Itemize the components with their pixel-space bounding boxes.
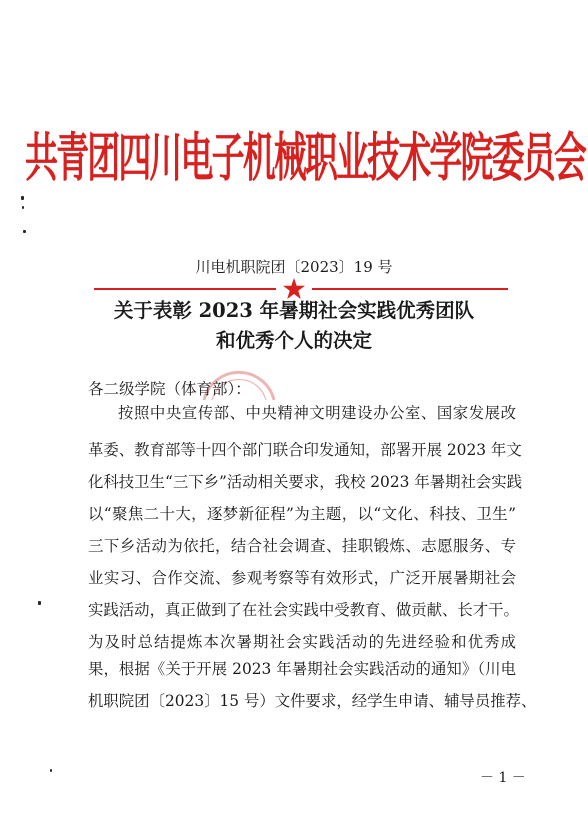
document-number: 川电机职院团〔2023〕19 号 <box>195 258 393 276</box>
body-text-line: 为及时总结提炼本次暑期社会实践活动的先进经验和优秀成 <box>88 633 516 651</box>
page-number: － 1 － <box>480 770 526 786</box>
scan-mark <box>50 769 52 772</box>
body-text-line: 革委、教育部等十四个部门联合印发通知，部署开展 2023 年文 <box>88 441 522 459</box>
scan-mark <box>38 601 41 605</box>
red-divider-left <box>94 288 276 290</box>
body-text-line: 按照中央宣传部、中央精神文明建设办公室、国家发展改 <box>118 404 516 422</box>
body-text-line: 机职院团〔2023〕15 号）文件要求，经学生申请、辅导员推荐、 <box>88 692 537 710</box>
body-text-line: 实践活动，真正做到了在社会实践中受教育、做贡献、长才干。 <box>88 601 519 619</box>
body-text-line: 以“聚焦二十大，逐梦新征程”为主题，以“文化、科技、卫生” <box>88 505 516 523</box>
body-text-line: 三下乡活动为依托，结合社会调查、挂职锻炼、志愿服务、专 <box>88 537 516 555</box>
scan-mark <box>21 196 24 200</box>
scan-mark <box>23 230 26 233</box>
body-text-line: 化科技卫生“三下乡”活动相关要求，我校 2023 年暑期社会实践 <box>88 473 523 491</box>
organization-header: 共青团四川电子机械职业技术学院委员会 <box>24 127 585 189</box>
scan-mark <box>22 206 24 209</box>
document-title-line-1: 关于表彰 2023 年暑期社会实践优秀团队 <box>113 299 475 322</box>
salutation: 各二级学院（体育部）： <box>88 380 251 398</box>
red-divider-right <box>312 288 508 290</box>
body-text-line: 果，根据《关于开展 2023 年暑期社会实践活动的通知》（川电 <box>88 660 516 678</box>
body-text-line: 业实习、合作交流、参观考察等有效形式，广泛开展暑期社会 <box>88 569 516 587</box>
document-title-line-2: 和优秀个人的决定 <box>215 329 372 352</box>
